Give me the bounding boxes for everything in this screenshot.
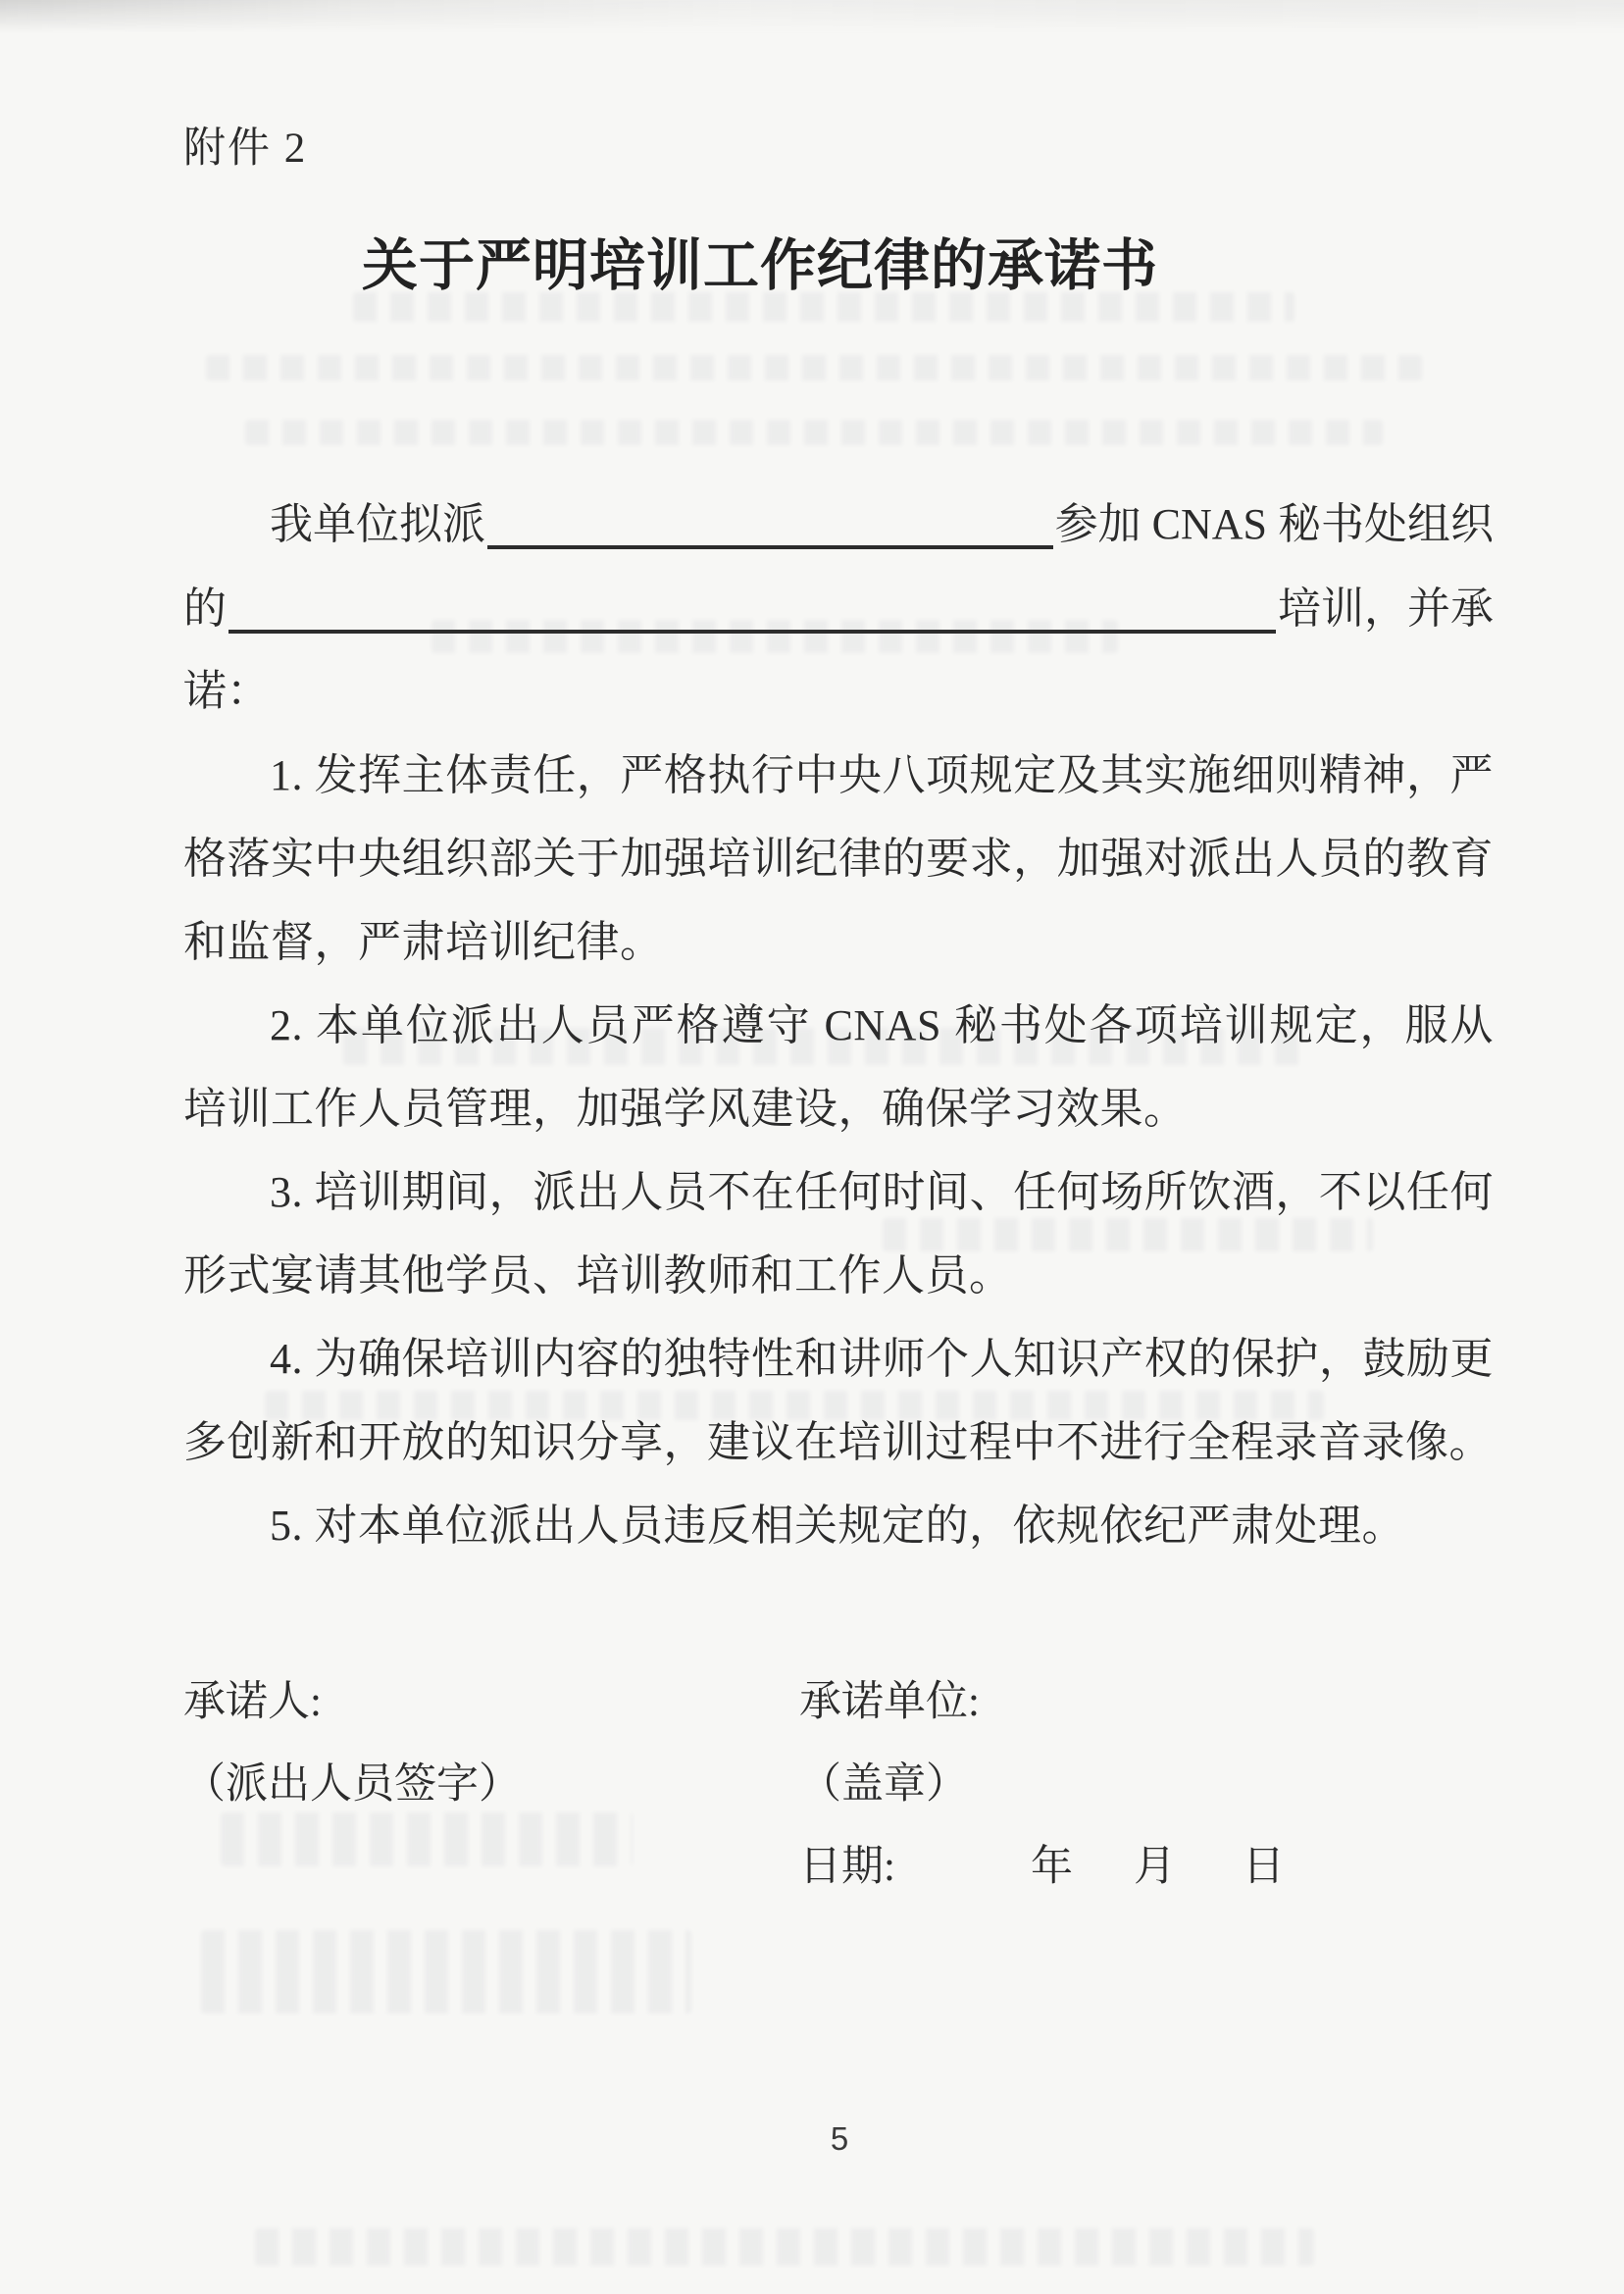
month-label: 月 bbox=[1133, 1844, 1176, 1890]
intro-lead-text: 我单位拟派 bbox=[270, 500, 485, 548]
clause-3: 3. 培训期间，派出人员不在任何时间、任何场所饮酒，不以任何形式宴请其他学员、培训教师和工作人员。 bbox=[183, 1168, 1494, 1300]
date-label: 日期: bbox=[799, 1844, 895, 1890]
unit-seal-note: （盖章） bbox=[799, 1761, 968, 1808]
intro-line-3: 诺： bbox=[183, 667, 270, 715]
intro-line-1 bbox=[183, 481, 1494, 565]
clause-2: 2. 本单位派出人员严格遵守 CNAS 秘书处各项培训规定，服从培训工作人员管理，加强学风建设，确保学习效果。 bbox=[183, 1001, 1494, 1133]
clause-4: 4. 为确保培训内容的独特性和讲师个人知识产权的保护，鼓励更多创新和开放的知识分享，建议在培训过程中不进行全程录音录像。 bbox=[183, 1335, 1494, 1466]
clause-1: 1. 发挥主体责任，严格执行中央八项规定及其实施细则精神，严格落实中央组织部关于加强培训纪律的要求，加强对派出人员的教育和监督，严肃培训纪律。 bbox=[183, 751, 1494, 966]
training-course-blank bbox=[228, 565, 1276, 634]
document-content bbox=[183, 0, 1494, 1909]
year-label: 年 bbox=[1030, 1844, 1073, 1890]
bleedthrough-mark bbox=[255, 2228, 1314, 2266]
unit-column bbox=[799, 1661, 1285, 1909]
document-title: 关于严明培训工作纪律的承诺书 bbox=[362, 235, 1158, 297]
document-body bbox=[183, 481, 1494, 1909]
day-label: 日 bbox=[1242, 1844, 1285, 1890]
trainee-name-blank bbox=[487, 481, 1053, 549]
promisor-sign-note: （派出人员签字） bbox=[183, 1761, 521, 1808]
intro-after-blank2-text: 培训，并承 bbox=[1278, 585, 1494, 633]
promisor-label: 承诺人: bbox=[183, 1679, 322, 1725]
clause-5: 5. 对本单位派出人员违反相关规定的，依规依纪严肃处理。 bbox=[270, 1502, 1405, 1550]
intro-after-blank1-text: 参加 CNAS 秘书处组织 bbox=[1054, 500, 1494, 548]
intro-lead2-text: 的 bbox=[183, 585, 227, 633]
attachment-label: 附件 2 bbox=[183, 126, 308, 172]
signature-block bbox=[183, 1661, 1494, 1909]
promisor-column bbox=[183, 1661, 799, 1909]
bleedthrough-mark bbox=[201, 1930, 691, 2014]
intro-line-2 bbox=[183, 565, 1494, 649]
unit-label: 承诺单位: bbox=[799, 1679, 980, 1725]
page-number: 5 bbox=[830, 2120, 849, 2157]
date-line bbox=[799, 1826, 1285, 1909]
